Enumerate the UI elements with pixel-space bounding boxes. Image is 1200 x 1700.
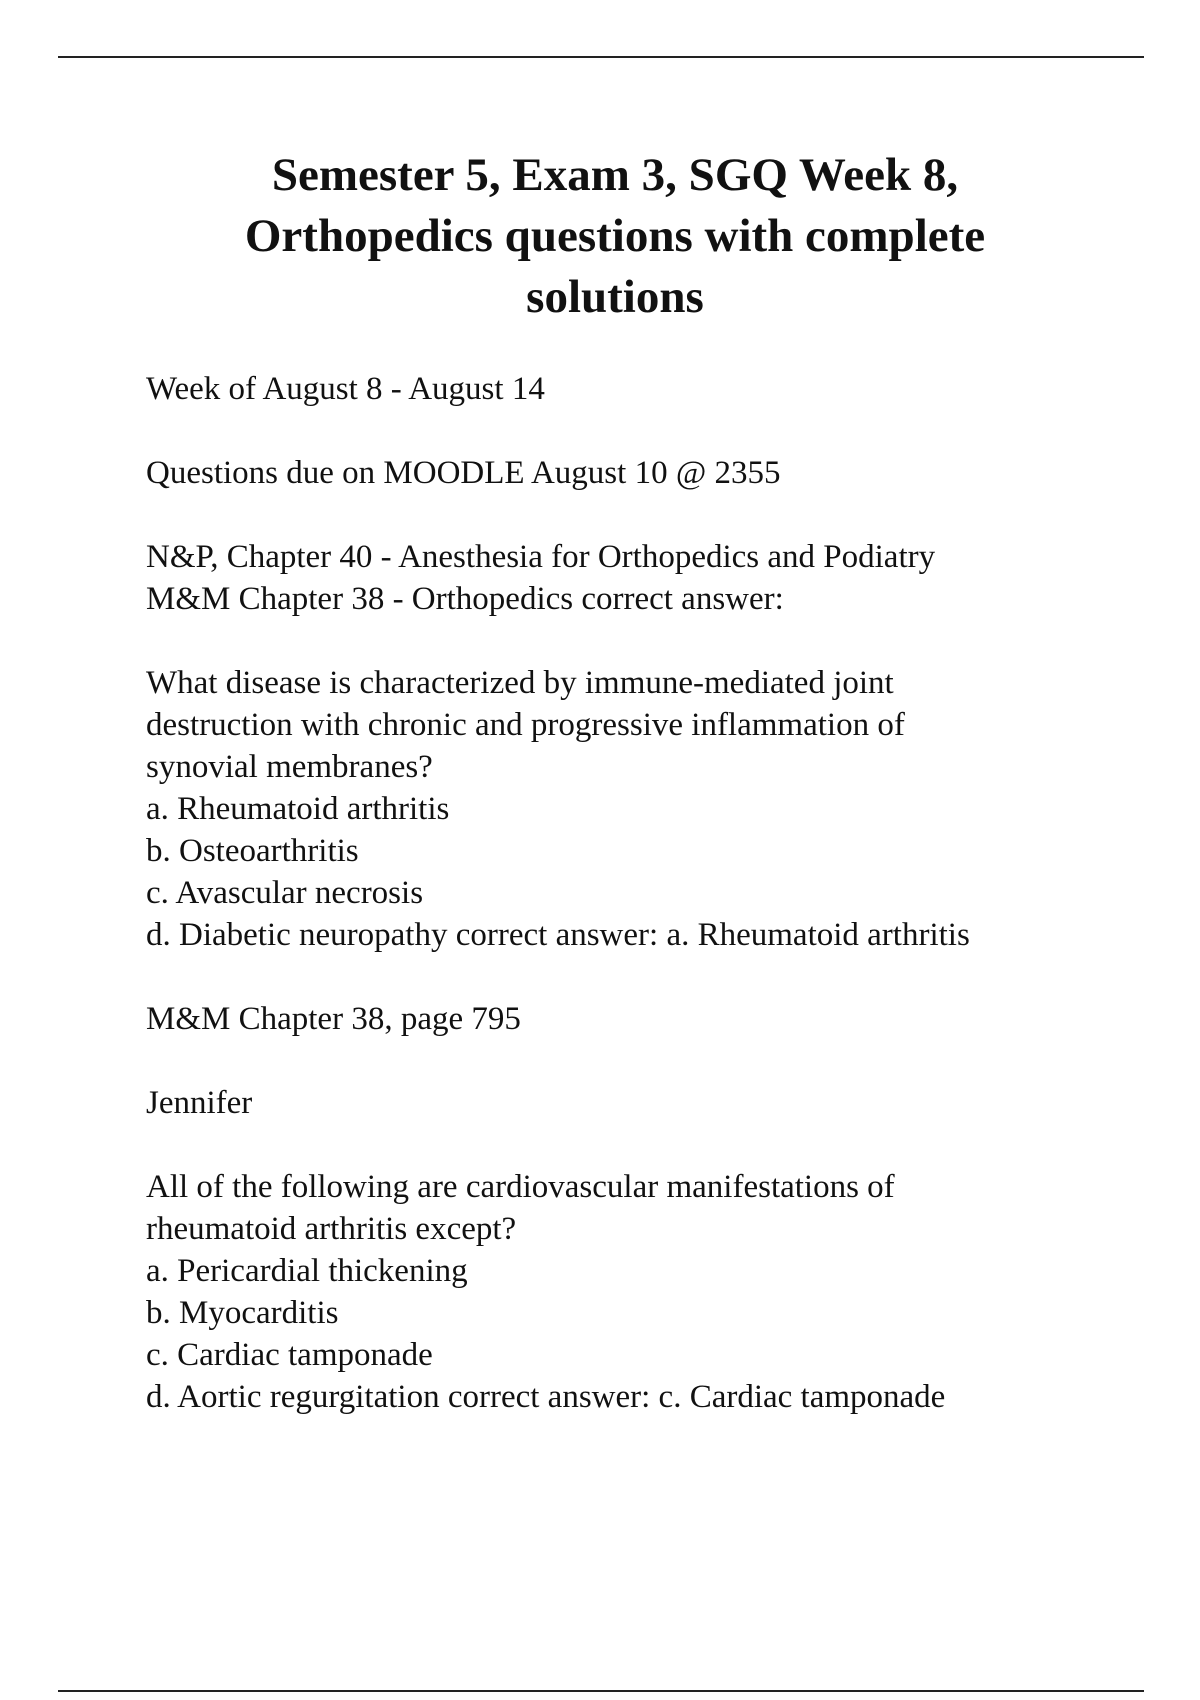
top-rule: [58, 56, 1144, 58]
title-line-1: Semester 5, Exam 3, SGQ Week 8,: [271, 149, 959, 201]
author-text: Jennifer: [146, 1085, 253, 1121]
question-2-option-b: b. Myocarditis: [146, 1295, 339, 1331]
due-text: Questions due on MOODLE August 10 @ 2355: [146, 455, 781, 491]
week-paragraph: [146, 368, 1146, 410]
question-1-option-a: a. Rheumatoid arthritis: [146, 791, 450, 827]
document-body: [146, 368, 1146, 1460]
title-line-2: Orthopedics questions with complete: [244, 210, 986, 262]
due-paragraph: [146, 452, 1146, 494]
question-2-option-d-answer: d. Aortic regurgitation correct answer: c. Cardiac tamponade: [146, 1379, 946, 1415]
references-paragraph: [146, 536, 1146, 620]
question-1-option-b: b. Osteoarthritis: [146, 833, 359, 869]
title-line-3: solutions: [526, 271, 704, 323]
source-text: M&M Chapter 38, page 795: [146, 1001, 521, 1037]
bottom-rule: [58, 1690, 1144, 1692]
document-title: [120, 145, 1110, 328]
question-1-option-c: c. Avascular necrosis: [146, 875, 424, 911]
question-2-stem-line: All of the following are cardiovascular manifestations of: [146, 1169, 895, 1205]
week-text: Week of August 8 - August 14: [146, 371, 545, 407]
question-2: [146, 1166, 1146, 1418]
question-1-stem-line: What disease is characterized by immune-mediated joint: [146, 665, 894, 701]
question-1-option-d-answer: d. Diabetic neuropathy correct answer: a. Rheumatoid arthritis: [146, 917, 970, 953]
question-1-stem-line: synovial membranes?: [146, 749, 433, 785]
question-2-option-c: c. Cardiac tamponade: [146, 1337, 433, 1373]
reference-line: N&P, Chapter 40 - Anesthesia for Orthopedics and Podiatry: [146, 539, 936, 575]
question-1-stem-line: destruction with chronic and progressive inflammation of: [146, 707, 905, 743]
question-1: [146, 662, 1146, 956]
reference-line: M&M Chapter 38 - Orthopedics correct answer:: [146, 581, 784, 617]
source-paragraph: [146, 998, 1146, 1040]
question-2-option-a: a. Pericardial thickening: [146, 1253, 468, 1289]
author-paragraph: [146, 1082, 1146, 1124]
question-2-stem-line: rheumatoid arthritis except?: [146, 1211, 517, 1247]
